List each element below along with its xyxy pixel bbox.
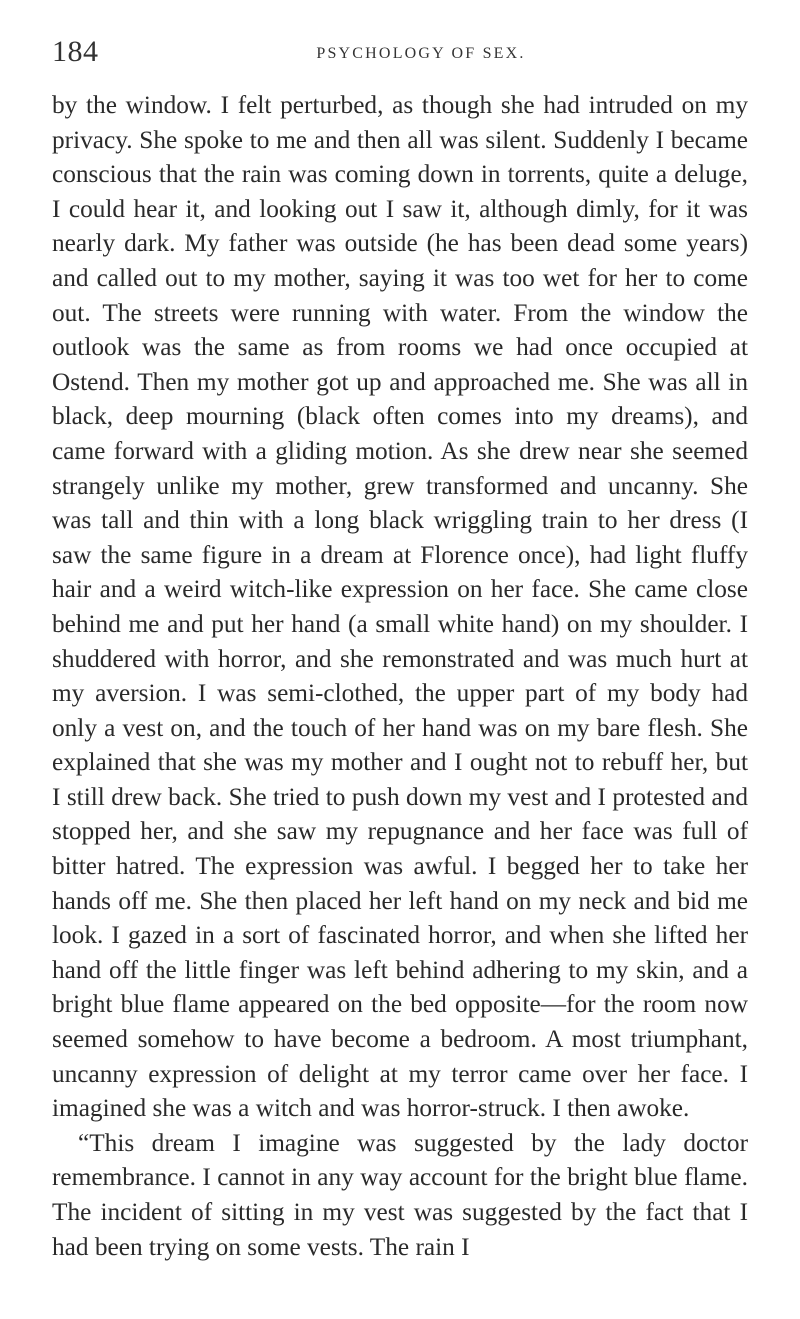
running-title: PSYCHOLOGY OF SEX. — [316, 45, 526, 62]
running-head — [52, 34, 750, 74]
paragraph-quote: “This dream I imagine was suggested by the lady doctor remembrance. I cannot in any way account for the bright blue flame. The incident of sitting in my vest was suggested by the fact that I had been trying on some vests. The rain I — [52, 1128, 748, 1261]
body-text — [52, 88, 748, 1264]
paragraph-continued: by the window. I felt perturbed, as though she had intruded on my privacy. She spoke to me and then all was silent. Suddenly I became conscious that the rain was coming down in torrents, quite a deluge, I could hear it, and looking out I saw it, although dimly, for it was nearly dark. My father was outside (he has been dead some years) and called out to my mother, saying it was too wet for her to come out. The streets were running with water. From the window the outlook was the same as from rooms we had once occupied at Ostend. Then my mother got up and approached me. She was all in black, deep mourning (black often comes into my dreams), and came forward with a gliding motion. As she drew near she seemed strangely unlike my mother, grew transformed and uncanny. She was tall and thin with a long black wriggling train to her dress (I saw the same figure in a dream at Florence once), had light fluffy hair and a weird witch-like expression on her face. She came close behind me and put her hand (a small white hand) on my shoulder. I shuddered with horror, and she remonstrated and was much hurt at my aversion. I was semi-clothed, the upper part of my body had only a vest on, and the touch of her hand was on my bare flesh. She explained that she was my mother and I ought not to rebuff her, but I still drew back. She tried to push down my vest and I protested and stopped her, and she saw my repugnance and her face was full of bitter hatred. The expression was awful. I begged her to take her hands off me. She then placed her left hand on my neck and bid me look. I gazed in a sort of fascinated horror, and when she lifted her hand off the little finger was left behind adhering to my skin, and a bright blue flame appeared on the bed opposite—for the room now seemed somehow to have become a bedroom. A most triumphant, uncanny expression of delight at my terror came over her face. I imagined she was a witch and was horror-struck. I then awoke. — [52, 91, 748, 1123]
page-number: 184 — [52, 35, 99, 68]
